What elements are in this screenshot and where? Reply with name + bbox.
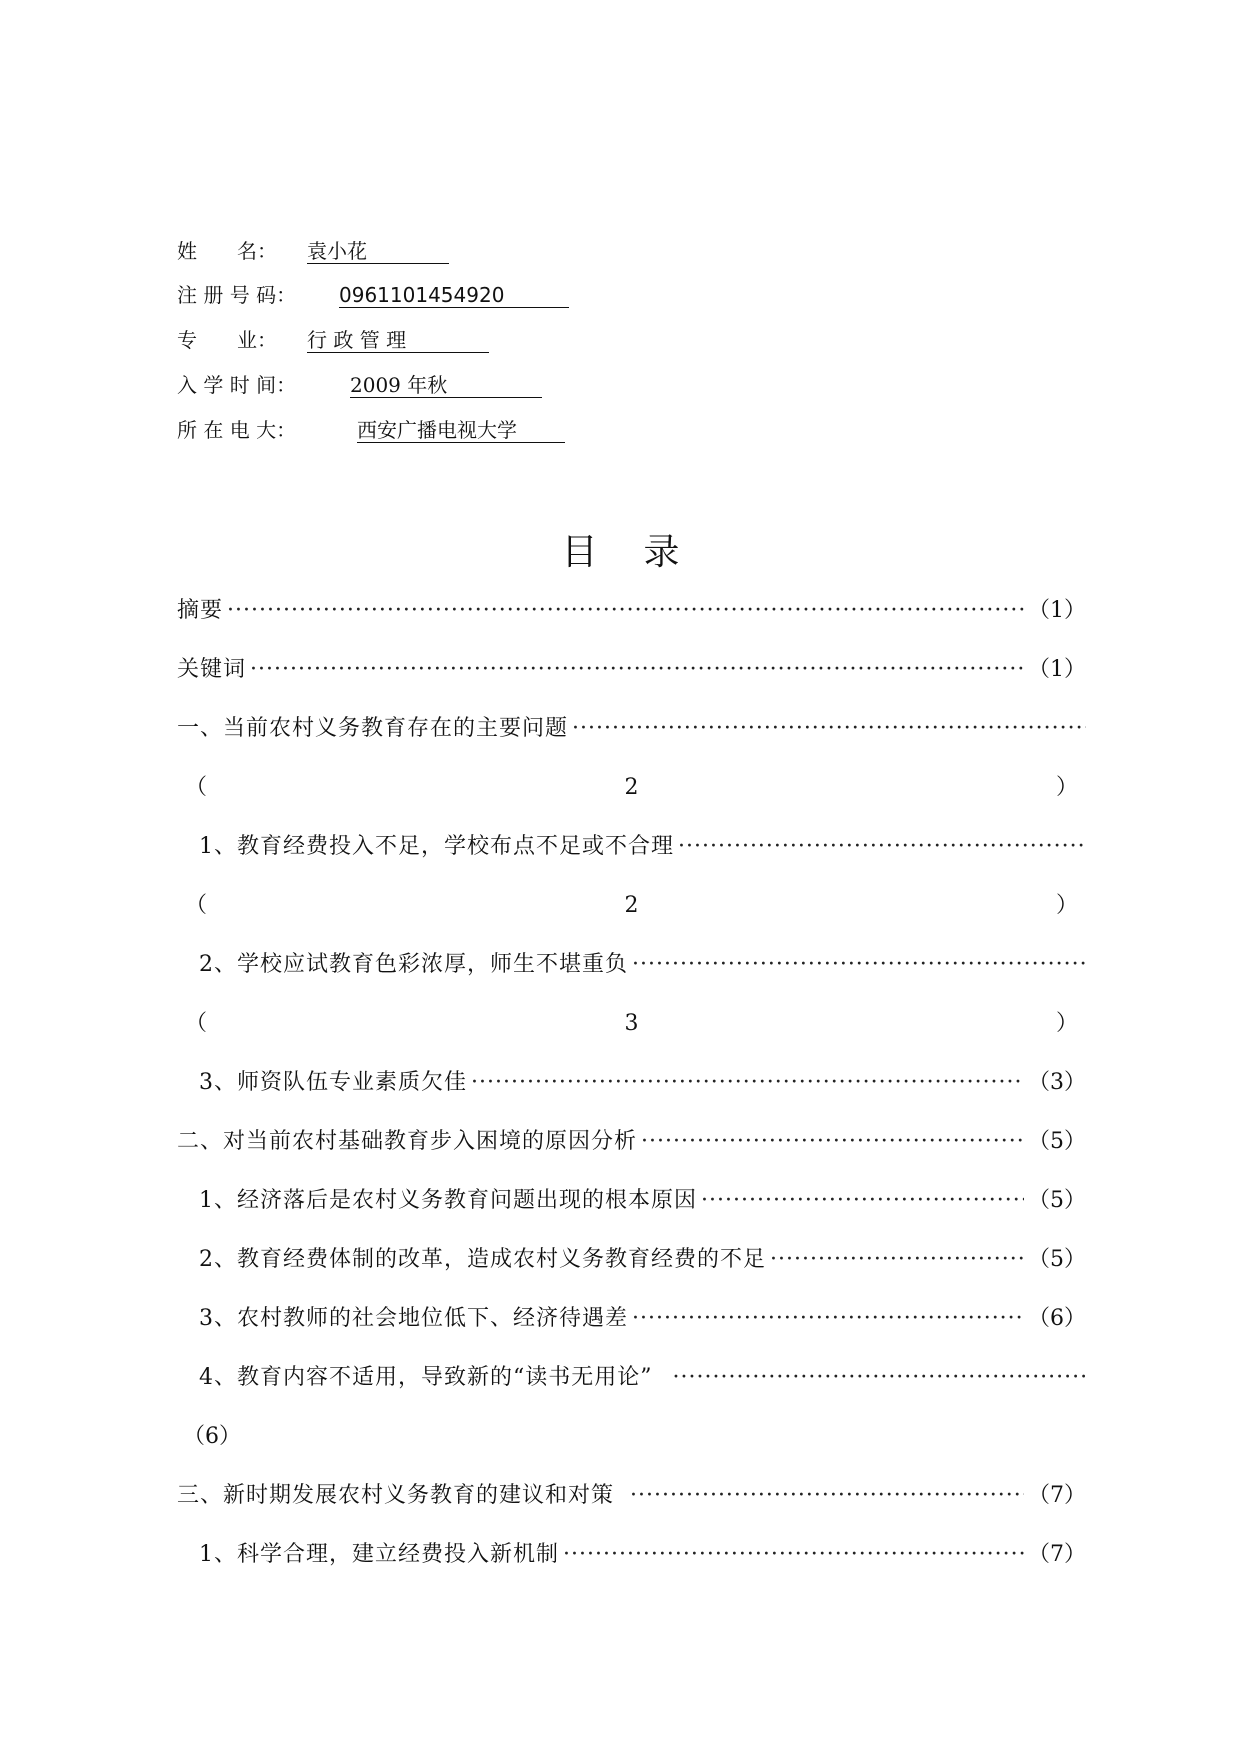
page-close-paren: ）: [1055, 893, 1078, 918]
toc-leader-dots: [673, 1361, 1087, 1395]
major-row: [177, 325, 489, 355]
name-row: [177, 236, 449, 266]
toc-leader-dots: [678, 830, 1086, 864]
toc-item-page: （1）: [1028, 657, 1086, 682]
major-value: 行 政 管 理: [307, 328, 489, 353]
toc-leader-dots: [227, 594, 1024, 628]
toc-item: [177, 1184, 1086, 1218]
toc-page-wrapped: [177, 1007, 1086, 1041]
toc-item: [177, 1066, 1086, 1100]
toc-item: [177, 712, 1086, 746]
toc-item: [177, 1479, 1086, 1513]
school-row: [177, 415, 565, 445]
toc-leader-dots: [770, 1243, 1024, 1277]
toc-item-page: （1）: [1028, 598, 1086, 623]
toc-item: [177, 1302, 1086, 1336]
page-close-paren: ）: [1055, 775, 1078, 800]
toc-item: [177, 1243, 1086, 1277]
toc-leader-dots: [632, 948, 1086, 982]
toc-item-text: 摘要: [177, 598, 224, 623]
toc-item-text: 三、新时期发展农村义务教育的建议和对策: [177, 1483, 615, 1508]
toc-item: [177, 1361, 1086, 1395]
toc-item-text: 2、学校应试教育色彩浓厚，师生不堪重负: [199, 952, 628, 977]
toc-item: [177, 830, 1086, 864]
name-label: 姓 名：: [177, 239, 277, 263]
toc-item-page: （6）: [183, 1424, 241, 1449]
page-open-paren: （: [185, 775, 208, 800]
toc-leader-dots: [630, 1479, 1024, 1513]
school-value: 西安广播电视大学: [357, 418, 565, 443]
toc-item-text: 4、教育内容不适用，导致新的“读书无用论”: [199, 1365, 653, 1390]
registration-label: 注 册 号 码：: [177, 283, 297, 307]
enrollment-label: 入 学 时 间：: [177, 373, 297, 397]
toc-leader-dots: [701, 1184, 1024, 1218]
page-open-paren: （: [185, 1011, 208, 1036]
page-number: 2: [624, 893, 639, 918]
toc-item: [177, 594, 1086, 628]
toc-page-wrapped: [177, 771, 1086, 805]
toc-item-text: 一、当前农村义务教育存在的主要问题: [177, 716, 569, 741]
toc-leader-dots: [250, 653, 1024, 687]
toc-item-page: （7）: [1028, 1542, 1086, 1567]
toc-item: [177, 653, 1086, 687]
registration-row: [177, 280, 569, 310]
page-close-paren: ）: [1055, 1011, 1078, 1036]
toc-item-page: （5）: [1028, 1188, 1086, 1213]
name-value: 袁小花: [307, 239, 449, 264]
toc-leader-dots: [563, 1538, 1024, 1572]
toc-item-page: （7）: [1028, 1483, 1086, 1508]
toc-leader-dots: [641, 1125, 1024, 1159]
toc-item-text: 3、师资队伍专业素质欠佳: [199, 1070, 467, 1095]
page-number: 3: [624, 1011, 639, 1036]
page-number: 2: [624, 775, 639, 800]
enrollment-row: [177, 370, 542, 400]
toc-item-page: （5）: [1028, 1247, 1086, 1272]
toc-item: [177, 1538, 1086, 1572]
toc-title: 目录: [561, 532, 726, 573]
toc-page-wrapped: [177, 889, 1086, 923]
toc-item-page: （6）: [1028, 1306, 1086, 1331]
toc-item-page: （5）: [1028, 1129, 1086, 1154]
toc-item-text: 3、农村教师的社会地位低下、经济待遇差: [199, 1306, 628, 1331]
toc-leader-dots: [632, 1302, 1024, 1336]
toc-leader-dots: [471, 1066, 1024, 1100]
toc-item-text: 1、教育经费投入不足，学校布点不足或不合理: [199, 834, 674, 859]
toc-item-text: 1、科学合理，建立经费投入新机制: [199, 1542, 559, 1567]
toc-item-wrapped-page: [177, 1420, 1086, 1454]
toc-item: [177, 948, 1086, 982]
toc-item-text: 二、对当前农村基础教育步入困境的原因分析: [177, 1129, 638, 1154]
enrollment-value: 2009 年秋: [350, 373, 542, 398]
registration-value: 0961101454920: [339, 283, 569, 308]
school-label: 所 在 电 大：: [177, 418, 297, 442]
toc-item-text: 1、经济落后是农村义务教育问题出现的根本原因: [199, 1188, 697, 1213]
major-label: 专 业：: [177, 328, 277, 352]
toc-item: [177, 1125, 1086, 1159]
toc-item-text: 2、教育经费体制的改革，造成农村义务教育经费的不足: [199, 1247, 766, 1272]
toc-leader-dots: [572, 712, 1086, 746]
toc-item-text: 关键词: [177, 657, 247, 682]
toc-item-page: （3）: [1028, 1070, 1086, 1095]
page-open-paren: （: [185, 893, 208, 918]
